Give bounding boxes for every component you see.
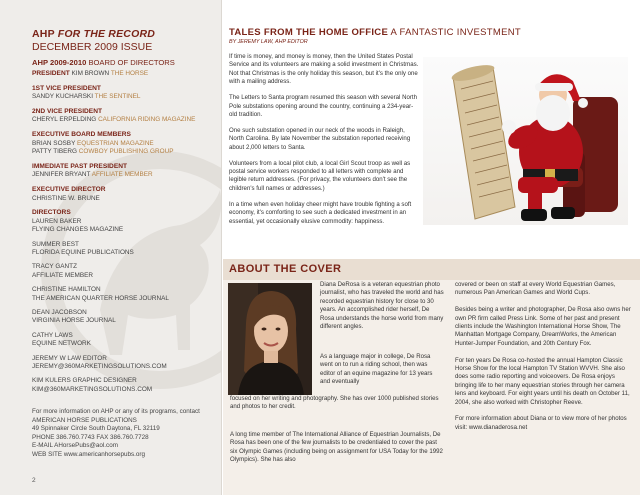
diana-derosa-portrait xyxy=(228,283,312,395)
director-entry: TRACY GANTZ AFFILIATE MEMBER xyxy=(32,263,93,279)
about-paragraph: Diana DeRosa is a veteran equestrian photo journalist, who has traveled the world and has recorded equestrian history for close to 30 years. An accomplished rider herself, De Rosa understands the horse world from many different angles. xyxy=(320,281,444,331)
about-paragraph: As a language major in college, De Rosa went on to run a riding school, then was editor of an equine magazine for 13 years and eventually xyxy=(320,353,433,386)
officer-past-president: IMMEDIATE PAST PRESIDENT JENNIFER BRYANT AFFILIATE MEMBER xyxy=(32,162,153,179)
contact-phone: PHONE 386.760.7743 FAX 386.760.7728 xyxy=(32,433,149,441)
article-paragraph: If time is money, and money is money, then the United States Postal Service and its volunteers are making a solid investment in Christmas. Not that Christmas is the only holiday this season, but it's the only one with a mailing address. xyxy=(229,53,419,86)
executive-board-members: EXECUTIVE BOARD MEMBERS BRIAN SOSBY EQUESTRIAN MAGAZINE PATTY TIBERG COWBOY PUBLISHING GROUP xyxy=(32,130,174,156)
director-entry: CATHY LAWS EQUINE NETWORK xyxy=(32,331,91,348)
about-paragraph: For ten years De Rosa co-hosted the annual Hampton Classic Horse Show for the local Hampton TV Station WVVH. She also does some radio reporting and voiceovers. De Rosa enjoys bringing life to her many equestrian stories through her camera lens and keyboard. For eight years until his death on October 11, 2004, she also worked with Christopher Reeve. xyxy=(455,356,630,406)
officer-2nd-vp: 2ND VICE PRESIDENT CHERYL ERPELDING CALIFORNIA RIDING MAGAZINE xyxy=(32,107,196,124)
contact-block xyxy=(32,408,220,460)
article-byline: BY JEREMY LAW, AHP EDITOR xyxy=(229,39,308,45)
article-paragraph: The Letters to Santa program resumed this season with several North Pole substations opening around the country, continuing a 234-year-old tradition. xyxy=(229,94,417,118)
director-entry: SUMMER BEST FLORIDA EQUINE PUBLICATIONS xyxy=(32,240,134,256)
sidebar xyxy=(0,0,222,495)
about-paragraph: covered or been on staff at every World Equestrian Games, numerous Pan American Games and World Cups. xyxy=(455,281,616,297)
about-paragraph: For more information about Diana or to view more of her photos visit: www.dianaderosa.net xyxy=(455,415,627,431)
officer-executive-director: EXECUTIVE DIRECTOR CHRISTINE W. BRUNE xyxy=(32,185,106,202)
about-the-cover-section xyxy=(223,259,640,495)
contact-address: 49 Spinnaker Circle South Daytona, FL 32119 xyxy=(32,425,160,433)
board-list xyxy=(32,70,218,394)
about-paragraph: focused on her writing and photography. She has over 1000 published stories and photos to her credit. xyxy=(230,395,439,411)
contact-org: AMERICAN HORSE PUBLICATIONS xyxy=(32,416,137,424)
article-paragraph: One such substation opened in our neck of the woods in Raleigh, North Carolina. By late November the substation reported receiving about 2,000 letters to Santa. xyxy=(229,126,411,151)
about-second-column xyxy=(455,281,635,441)
director-entry: LAUREN BAKER FLYING CHANGES MAGAZINE xyxy=(32,217,124,234)
email-link[interactable]: JEREMY@360MARKETINGSOLUTIONS.COM xyxy=(32,363,167,370)
article-paragraph: Volunteers from a local pilot club, a local Girl Scout troop as well as postal service workers responded to all letters with complete and legible return addresses. (For privacy, the volunteers don't see the children's full names or addresses.) xyxy=(229,159,411,192)
contact-website[interactable]: WEB SITE www.americanhorsepubs.org xyxy=(32,450,146,458)
about-title: ABOUT THE COVER xyxy=(229,263,342,275)
about-paragraph: A long time member of The International Alliance of Equestrian Journalists, De Rosa has been one of the few journalists to be credentialed to cover the past six Olympic Games (including being on assignment for USA Today for the 1992 Olympics). She has also xyxy=(230,431,443,464)
officer-1st-vp: 1ST VICE PRESIDENT SANDY KUCHARSKI THE SENTINEL xyxy=(32,84,141,101)
director-entry: DEAN JACOBSON VIRGINIA HORSE JOURNAL xyxy=(32,308,116,325)
article-heading: TALES FROM THE HOME OFFICE A FANTASTIC INVESTMENT xyxy=(229,27,521,38)
issue-title: AHP FOR THE RECORD xyxy=(32,28,156,40)
director-entry: KIM KULERS GRAPHIC DESIGNER KIM@360MARKETINGSOLUTIONS.COM xyxy=(32,377,218,394)
page-number: 2 xyxy=(32,477,36,484)
contact-intro: For more information on AHP or any of its programs, contact xyxy=(32,408,200,415)
about-paragraph: Besides being a writer and photographer, De Rosa also owns her own PR firm called Press Link. Some of her past and present clients include the Washington International Horse Show, The Manhattan Mortgage Company, DreamWorks, the American Hunter-Jumper Foundation, and 20th Century Fox. xyxy=(455,306,631,347)
director-entry: CHRISTINE HAMILTON THE AMERICAN QUARTER HORSE JOURNAL xyxy=(32,286,169,302)
contact-email[interactable]: E-MAIL AHorsePubs@aol.com xyxy=(32,442,118,450)
article-paragraph: In a time when even holiday cheer might have trouble fighting a soft economy, it's comforting to see such a dedicated investment in an essential, yet occasionally elusive commodity: happiness. xyxy=(229,200,412,225)
director-entry: JEREMY W LAW EDITOR JEREMY@360MARKETINGSOLUTIONS.COM xyxy=(32,355,218,372)
issue-date: DECEMBER 2009 ISSUE xyxy=(32,41,153,53)
directors-heading: DIRECTORS xyxy=(32,209,71,217)
board-heading: AHP 2009-2010 BOARD OF DIRECTORS xyxy=(32,58,175,67)
email-link[interactable]: KIM@360MARKETINGSOLUTIONS.COM xyxy=(32,385,153,393)
santa-photo xyxy=(423,57,628,225)
article-body xyxy=(229,53,419,233)
officer-president: PRESIDENT KIM BROWN THE HORSE xyxy=(32,70,149,77)
